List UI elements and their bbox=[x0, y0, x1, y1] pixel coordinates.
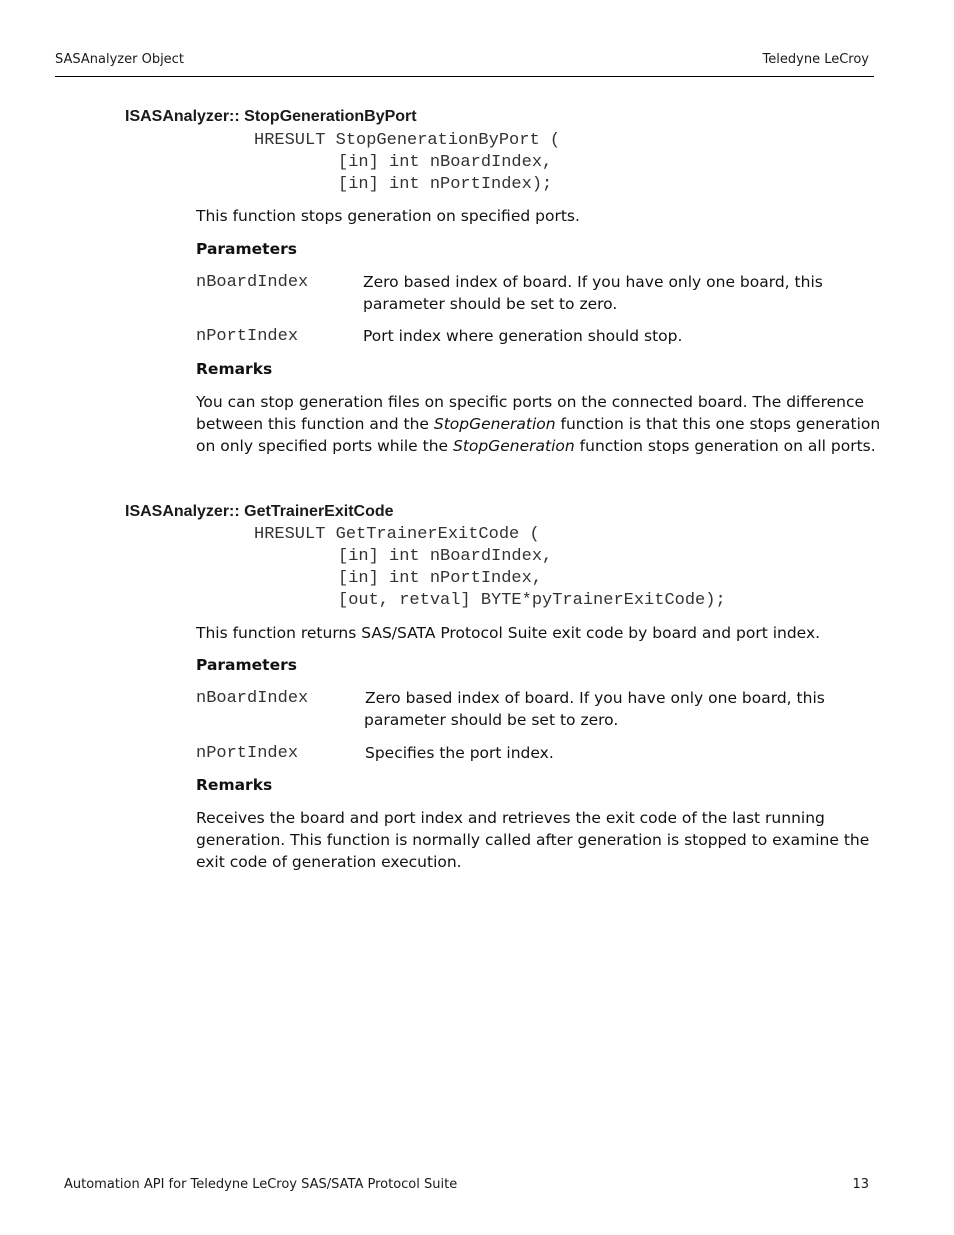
function-description: This function stops generation on specified ports. bbox=[196, 207, 580, 225]
parameter-name: nBoardIndex bbox=[196, 689, 309, 708]
signature-line: [in] int nBoardIndex, bbox=[338, 547, 553, 566]
remarks-heading: Remarks bbox=[196, 776, 273, 794]
remarks-text: Receives the board and port index and retrieves the exit code of the last running bbox=[196, 809, 825, 827]
parameter-description: Zero based index of board. If you have only one board, this bbox=[365, 689, 825, 707]
signature-line: HRESULT StopGenerationByPort ( bbox=[254, 131, 561, 150]
signature-line: [out, retval] BYTE*pyTrainerExitCode); bbox=[338, 591, 726, 610]
parameter-name: nPortIndex bbox=[196, 744, 299, 763]
remarks-text: between this function and the StopGeneration function is that this one stops generation bbox=[196, 415, 881, 433]
header-rule bbox=[55, 76, 874, 77]
running-header-left: SASAnalyzer Object bbox=[55, 52, 184, 67]
section-title-stopgenerationbyport: ISASAnalyzer:: StopGenerationByPort bbox=[125, 108, 417, 125]
signature-line: [in] int nPortIndex, bbox=[338, 569, 543, 588]
remarks-text: exit code of generation execution. bbox=[196, 853, 462, 871]
parameter-description: Specifies the port index. bbox=[365, 744, 554, 762]
running-header-right: Teledyne LeCroy bbox=[762, 52, 869, 67]
signature-line: [in] int nPortIndex); bbox=[338, 175, 553, 194]
function-reference: StopGeneration bbox=[453, 437, 575, 455]
parameters-heading: Parameters bbox=[196, 656, 297, 674]
signature-line: [in] int nBoardIndex, bbox=[338, 153, 553, 172]
parameter-name: nPortIndex bbox=[196, 327, 299, 346]
parameter-description: parameter should be set to zero. bbox=[364, 711, 619, 729]
remarks-heading: Remarks bbox=[196, 360, 273, 378]
parameter-description: Port index where generation should stop. bbox=[363, 327, 683, 345]
function-description: This function returns SAS/SATA Protocol Suite exit code by board and port index. bbox=[196, 624, 821, 642]
parameter-name: nBoardIndex bbox=[196, 273, 309, 292]
running-footer-title: Automation API for Teledyne LeCroy SAS/SATA Protocol Suite bbox=[64, 1177, 458, 1192]
page-number: 13 bbox=[852, 1177, 869, 1192]
parameter-description: Zero based index of board. If you have only one board, this bbox=[363, 273, 823, 291]
parameters-heading: Parameters bbox=[196, 240, 297, 258]
remarks-text: You can stop generation files on specific ports on the connected board. The difference bbox=[196, 393, 865, 411]
function-reference: StopGeneration bbox=[433, 415, 556, 433]
signature-line: HRESULT GetTrainerExitCode ( bbox=[254, 525, 540, 544]
parameter-description: parameter should be set to zero. bbox=[363, 295, 618, 313]
section-title-gettrainerexitcode: ISASAnalyzer:: GetTrainerExitCode bbox=[125, 503, 394, 520]
remarks-text: on only specified ports while the StopGeneration function stops generation on all ports. bbox=[196, 437, 876, 455]
remarks-text: generation. This function is normally called after generation is stopped to examine the bbox=[196, 831, 870, 849]
